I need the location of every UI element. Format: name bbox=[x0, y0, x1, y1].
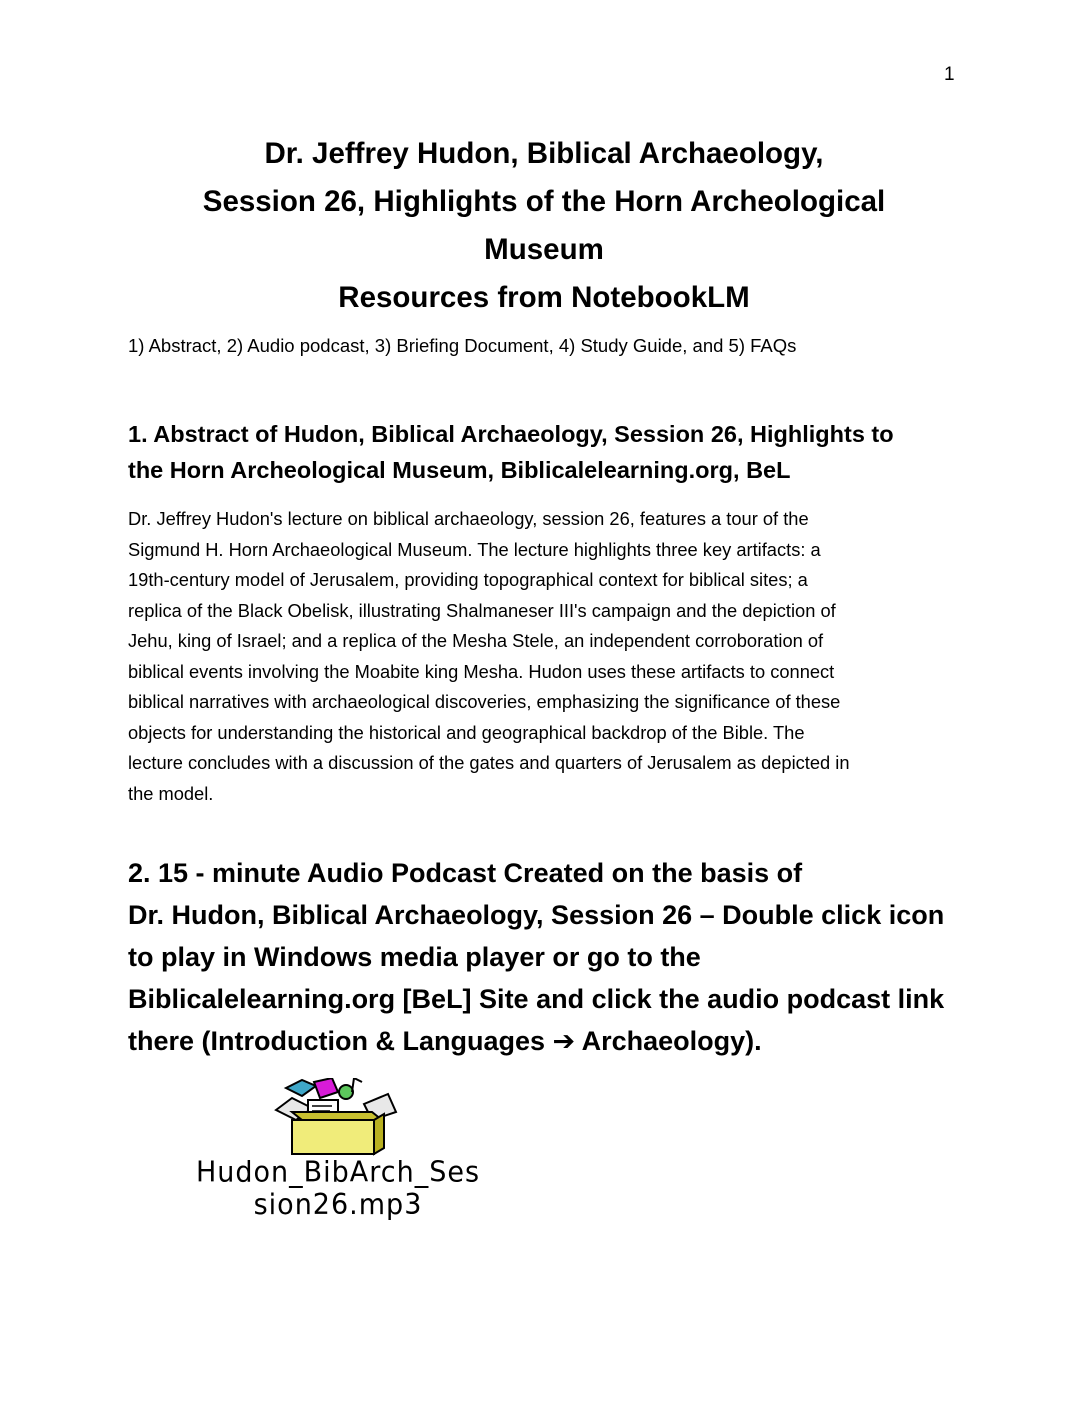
abstract-paragraph bbox=[128, 504, 968, 809]
right-arrow-icon: ➔ bbox=[552, 1026, 576, 1057]
abstract-line: replica of the Black Obelisk, illustrating Shalmaneser III's campaign and the depiction of bbox=[128, 599, 836, 621]
abstract-line: 19th-century model of Jerusalem, providing topographical context for biblical sites; a bbox=[128, 569, 808, 590]
audio-file-name-line-1: Hudon_BibArch_Ses bbox=[195, 1156, 481, 1189]
section-2-line-2: Dr. Hudon, Biblical Archaeology, Session 26 – Double click icon bbox=[128, 900, 945, 930]
abstract-line: Dr. Jeffrey Hudon's lecture on biblical archaeology, session 26, features a tour of the bbox=[128, 508, 809, 529]
section-1-heading bbox=[128, 416, 960, 488]
abstract-line: objects for understanding the historical and geographical backdrop of the Bible. The bbox=[128, 721, 805, 743]
audio-file-name-line-2: sion26.mp3 bbox=[253, 1189, 423, 1222]
title-line-4: Resources from NotebookLM bbox=[338, 281, 750, 314]
page-number: 1 bbox=[944, 64, 955, 85]
abstract-line: Sigmund H. Horn Archaeological Museum. The lecture highlights three key artifacts: a bbox=[128, 538, 821, 560]
abstract-line: the model. bbox=[128, 782, 214, 804]
section-1-heading-line-1: 1. Abstract of Hudon, Biblical Archaeology, Session 26, Highlights to bbox=[128, 421, 894, 447]
document-title bbox=[128, 130, 960, 322]
section-2-line-5 bbox=[128, 1020, 978, 1063]
media-package-icon[interactable] bbox=[272, 1078, 402, 1156]
section-1-heading-line-2: the Horn Archeological Museum, Biblicalelearning.org, BeL bbox=[128, 457, 791, 483]
title-line-2: Session 26, Highlights of the Horn Archeological bbox=[202, 185, 886, 218]
title-line-1: Dr. Jeffrey Hudon, Biblical Archaeology, bbox=[264, 137, 824, 170]
title-line-3: Museum bbox=[484, 233, 604, 266]
contents-line: 1) Abstract, 2) Audio podcast, 3) Briefing Document, 4) Study Guide, and 5) FAQs bbox=[128, 335, 797, 356]
section-2-line-5-text-end: Archaeology). bbox=[575, 1026, 762, 1056]
section-2-heading bbox=[128, 852, 978, 1063]
abstract-line: lecture concludes with a discussion of the gates and quarters of Jerusalem as depicted in bbox=[128, 752, 850, 773]
section-2-line-5-text: there (Introduction & Languages bbox=[128, 1026, 553, 1056]
abstract-line: Jehu, king of Israel; and a replica of the Mesha Stele, an independent corroboration of bbox=[128, 630, 824, 651]
abstract-line: biblical events involving the Moabite king Mesha. Hudon uses these artifacts to connect bbox=[128, 660, 835, 682]
section-2-line-4: Biblicalelearning.org [BeL] Site and click the audio podcast link bbox=[128, 984, 945, 1014]
section-2-line-1: 2. 15 - minute Audio Podcast Created on the basis of bbox=[128, 858, 803, 888]
abstract-line: biblical narratives with archaeological discoveries, emphasizing the significance of these bbox=[128, 691, 841, 712]
audio-podcast-file[interactable] bbox=[128, 1078, 548, 1222]
audio-file-name[interactable] bbox=[128, 1156, 548, 1221]
section-2-line-3: to play in Windows media player or go to the bbox=[128, 942, 701, 972]
